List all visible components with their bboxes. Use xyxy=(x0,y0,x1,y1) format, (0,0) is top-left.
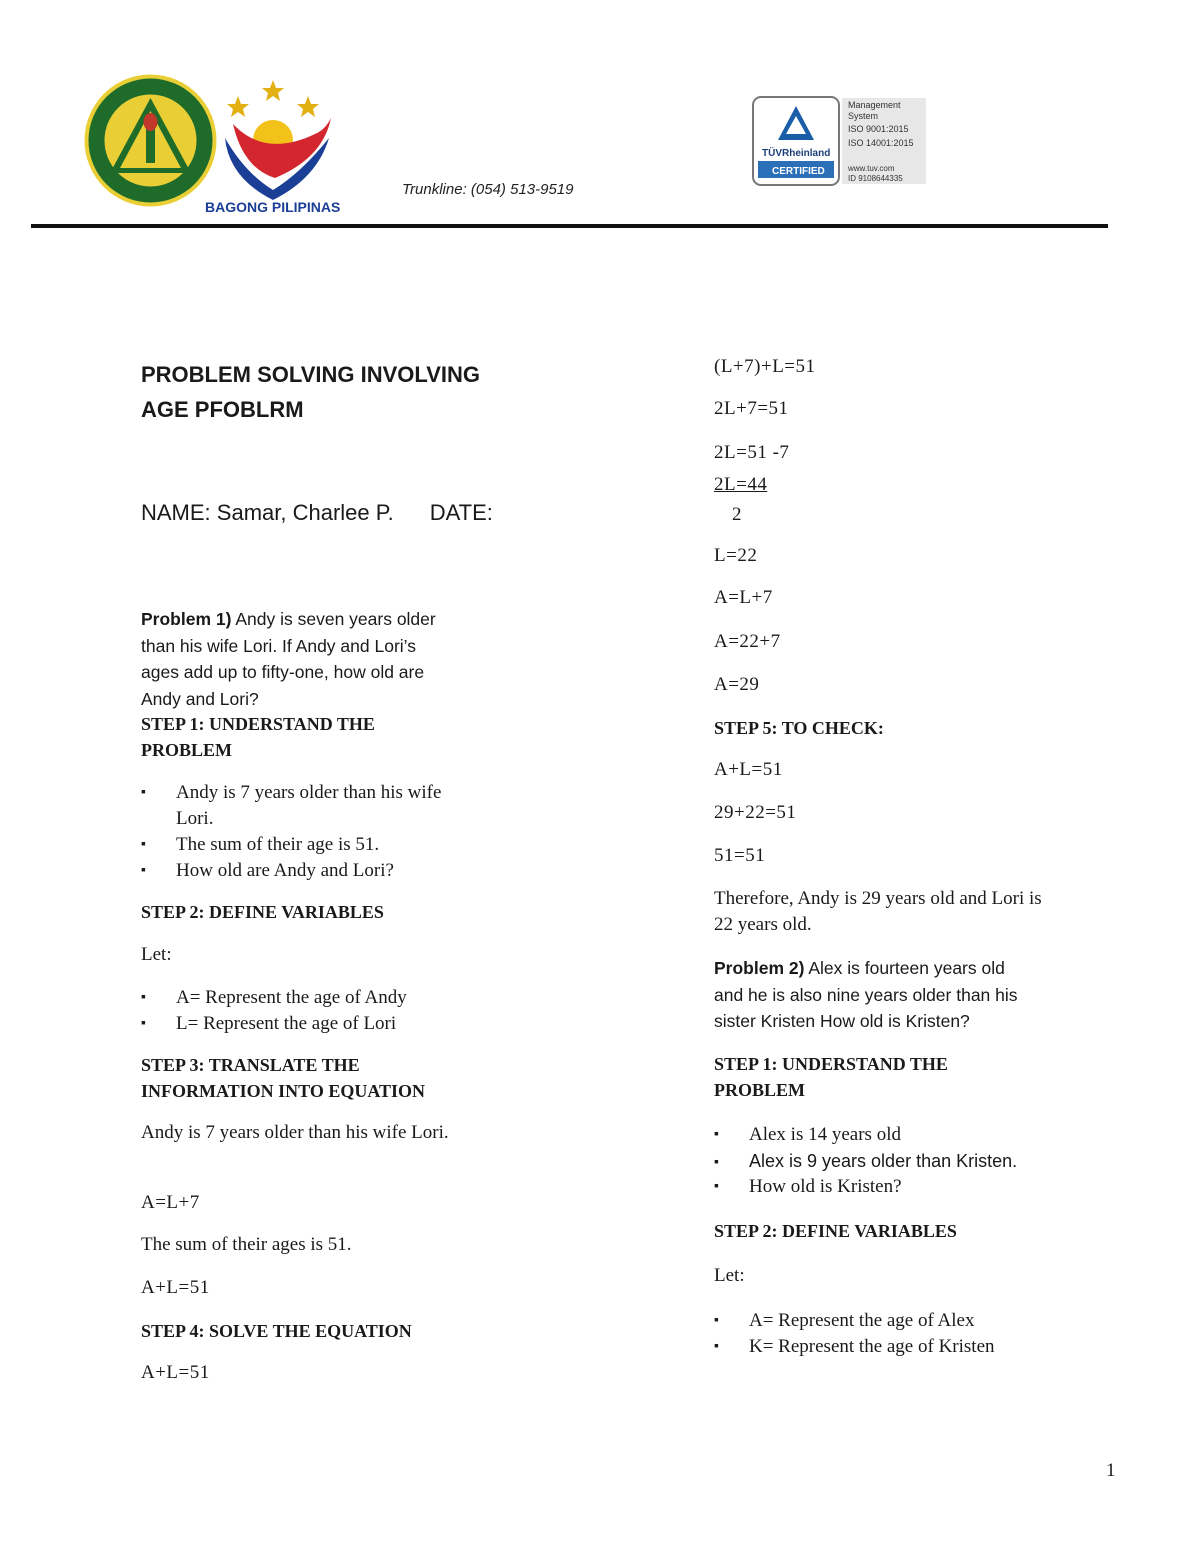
problem-1-text-2: than his wife Lori. If Andy and Lori’s xyxy=(141,635,416,656)
p1-step-4-eq-6: L=22 xyxy=(714,545,758,566)
title-line-2: AGE PFOBLRM xyxy=(141,397,304,422)
p2-step-1-heading xyxy=(714,1051,1044,1103)
problem-2-statement xyxy=(714,955,1074,1035)
tuv-certification-logo xyxy=(752,96,928,186)
p1-step-3-eq-2: A+L=51 xyxy=(141,1277,210,1298)
document-title xyxy=(141,357,561,427)
p2-step-1-list xyxy=(714,1122,1094,1200)
cert-line-6: ID 9108644335 xyxy=(848,174,903,183)
list-item: ▪ Alex is 9 years older than Kristen. xyxy=(714,1148,1094,1174)
list-item: ▪ How old are Andy and Lori? xyxy=(141,858,471,884)
bagong-pilipinas-logo xyxy=(205,78,355,218)
header-rule xyxy=(31,224,1108,228)
cert-line-4: ISO 14001:2015 xyxy=(848,138,914,148)
date-label: DATE: xyxy=(429,500,493,525)
problem-1-statement xyxy=(141,606,501,712)
list-item: ▪ How old is Kristen? xyxy=(714,1174,1094,1200)
problem-2-text-1: Alex is fourteen years old xyxy=(804,958,1005,978)
p2-step-1-line-1: STEP 1: UNDERSTAND THE xyxy=(714,1054,948,1074)
cert-line-3: ISO 9001:2015 xyxy=(848,124,909,134)
p1-step-4-eq-9: A=29 xyxy=(714,674,760,695)
p1-step-1-heading xyxy=(141,711,471,763)
cert-line-1: Management xyxy=(848,100,901,110)
p1-step-3-line-1: STEP 3: TRANSLATE THE xyxy=(141,1055,360,1075)
problem-2-label: Problem 2) xyxy=(714,958,805,978)
p1-step-2-list xyxy=(141,985,501,1037)
trunkline-text: Trunkline: (054) 513-9519 xyxy=(402,181,574,198)
list-item: ▪ Alex is 14 years old xyxy=(714,1122,1094,1148)
p1-step-4-eq-2: (L+7)+L=51 xyxy=(714,356,816,377)
p1-step-3-heading xyxy=(141,1052,501,1104)
p1-step-4-eq-4: 2L=51 -7 xyxy=(714,442,790,463)
list-item: ▪ The sum of their age is 51. xyxy=(141,832,471,858)
list-item: ▪ L= Represent the age of Lori xyxy=(141,1011,501,1037)
p1-conclusion: Therefore, Andy is 29 years old and Lori is 22 years old. xyxy=(714,888,1042,935)
problem-1-text-1: Andy is seven years older xyxy=(231,609,436,629)
problem-1-text-3: ages add up to fifty-one, how old are xyxy=(141,662,425,682)
p1-step-1-list xyxy=(141,780,471,884)
p1-step-4-eq-5-denominator: 2 xyxy=(732,504,742,525)
p1-step-4-eq-7: A=L+7 xyxy=(714,587,773,608)
p1-step-5-eq-1: A+L=51 xyxy=(714,759,783,780)
p1-let-label: Let: xyxy=(141,944,172,965)
p1-step-2-heading: STEP 2: DEFINE VARIABLES xyxy=(141,902,384,922)
p1-step-3-text-2: The sum of their ages is 51. xyxy=(141,1234,352,1255)
p1-step-5-heading: STEP 5: TO CHECK: xyxy=(714,718,884,738)
cert-line-2: System xyxy=(848,111,879,121)
p1-step-3-eq-1: A=L+7 xyxy=(141,1192,200,1213)
student-name: NAME: Samar, Charlee P. xyxy=(141,500,394,525)
p1-step-4-eq-5: 2L=44 xyxy=(714,474,768,495)
p2-step-2-list xyxy=(714,1308,1094,1360)
tuv-brand-text: TÜVRheinland xyxy=(762,148,831,159)
name-date-line xyxy=(141,500,493,526)
tuv-certified-text: CERTIFIED xyxy=(772,166,825,177)
problem-2-text-2: and he is also nine years older than his xyxy=(714,984,1018,1005)
p1-step-5-eq-2: 29+22=51 xyxy=(714,802,797,823)
p1-step-4-heading: STEP 4: SOLVE THE EQUATION xyxy=(141,1321,412,1341)
problem-1-text-4: Andy and Lori? xyxy=(141,688,259,709)
title-line-1: PROBLEM SOLVING INVOLVING xyxy=(141,362,480,387)
p2-let-label: Let: xyxy=(714,1265,745,1286)
problem-1-label: Problem 1) xyxy=(141,609,232,629)
p1-step-4-eq-3: 2L+7=51 xyxy=(714,398,789,419)
p1-step-5-eq-3: 51=51 xyxy=(714,845,766,866)
p1-step-3-text-1: Andy is 7 years older than his wife Lori. xyxy=(141,1122,449,1143)
university-seal-logo xyxy=(83,73,218,208)
list-item: ▪ K= Represent the age of Kristen xyxy=(714,1334,1094,1360)
p1-step-1-line-2: PROBLEM xyxy=(141,740,233,760)
p2-step-2-heading: STEP 2: DEFINE VARIABLES xyxy=(714,1221,957,1241)
problem-2-text-3: sister Kristen How old is Kristen? xyxy=(714,1011,970,1031)
p1-step-3-line-2: INFORMATION INTO EQUATION xyxy=(141,1081,426,1101)
p1-step-1-line-1: STEP 1: UNDERSTAND THE xyxy=(141,714,375,734)
p2-step-1-line-2: PROBLEM xyxy=(714,1080,806,1100)
list-item: ▪ A= Represent the age of Andy xyxy=(141,985,501,1011)
cert-line-5: www.tuv.com xyxy=(848,164,895,173)
list-item: ▪ A= Represent the age of Alex xyxy=(714,1308,1094,1334)
p1-step-4-eq-8: A=22+7 xyxy=(714,631,781,652)
bagong-pilipinas-text: BAGONG PILIPINAS xyxy=(205,199,341,215)
p1-step-4-eq-1: A+L=51 xyxy=(141,1362,210,1383)
list-item: ▪ Andy is 7 years older than his wife Lori. xyxy=(141,780,471,832)
page-number: 1 xyxy=(1106,1460,1116,1481)
